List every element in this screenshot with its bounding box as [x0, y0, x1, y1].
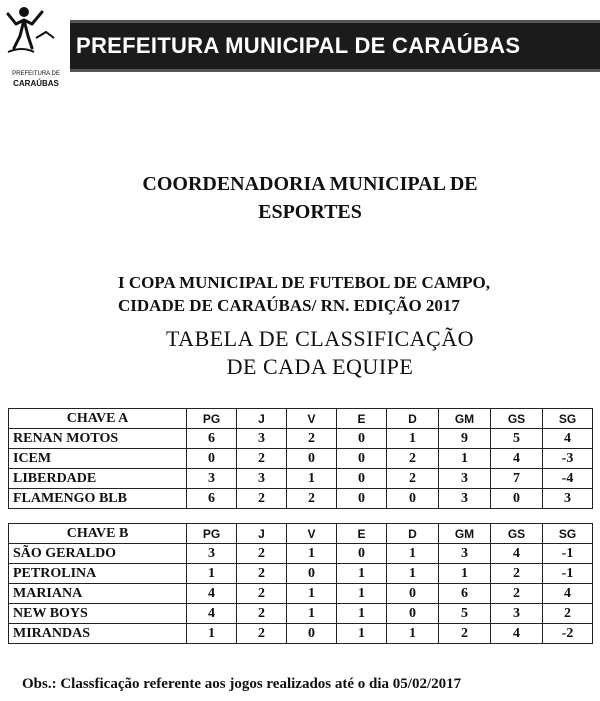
column-header: D [387, 409, 439, 429]
logo-text-top: PREFEITURA DE [12, 71, 60, 77]
stat-pg: 3 [187, 469, 237, 489]
column-header: GS [491, 524, 543, 544]
stat-pg: 4 [187, 604, 237, 624]
stat-gs: 2 [491, 584, 543, 604]
stat-e: 1 [337, 584, 387, 604]
team-name: RENAN MOTOS [9, 429, 187, 449]
table-row [9, 469, 593, 489]
stat-d: 1 [387, 624, 439, 644]
stat-pg: 6 [187, 489, 237, 509]
table-row [9, 584, 593, 604]
tabela-heading [110, 325, 530, 381]
stat-gs: 0 [491, 489, 543, 509]
stat-d: 2 [387, 449, 439, 469]
figure-icon [2, 2, 66, 68]
coordenadoria-line-1: COORDENADORIA MUNICIPAL DE [142, 173, 478, 195]
stat-sg: -3 [543, 449, 593, 469]
stat-sg: 2 [543, 604, 593, 624]
stat-d: 0 [387, 604, 439, 624]
stat-v: 2 [287, 489, 337, 509]
stat-v: 0 [287, 624, 337, 644]
stat-gs: 4 [491, 624, 543, 644]
stat-j: 3 [237, 469, 287, 489]
column-header: J [237, 409, 287, 429]
table-row [9, 489, 593, 509]
team-name: MIRANDAS [9, 624, 187, 644]
stat-gs: 4 [491, 449, 543, 469]
stat-v: 0 [287, 449, 337, 469]
prefeitura-logo [2, 2, 66, 90]
team-name: NEW BOYS [9, 604, 187, 624]
stat-gm: 5 [439, 604, 491, 624]
stat-d: 2 [387, 469, 439, 489]
stat-gm: 3 [439, 469, 491, 489]
stat-j: 2 [237, 604, 287, 624]
logo-text-main: CARAÚBAS [13, 79, 59, 88]
coordenadoria-line-2: ESPORTES [258, 201, 362, 223]
stat-d: 1 [387, 564, 439, 584]
stat-j: 2 [237, 449, 287, 469]
stat-gm: 3 [439, 544, 491, 564]
column-header: V [287, 524, 337, 544]
table-row [9, 449, 593, 469]
table-row [9, 429, 593, 449]
stat-d: 0 [387, 489, 439, 509]
stat-sg: -1 [543, 564, 593, 584]
copa-line-2: CIDADE DE CARAÚBAS/ RN. EDIÇÃO 2017 [118, 296, 460, 315]
copa-heading [118, 271, 578, 317]
stat-d: 1 [387, 429, 439, 449]
group-label: CHAVE A [9, 409, 187, 429]
table-row [9, 624, 593, 644]
stat-e: 0 [337, 429, 387, 449]
group-label: CHAVE B [9, 524, 187, 544]
stat-e: 1 [337, 624, 387, 644]
stat-v: 2 [287, 429, 337, 449]
stat-sg: -1 [543, 544, 593, 564]
classification-table [8, 408, 593, 644]
stat-j: 2 [237, 489, 287, 509]
stat-j: 2 [237, 584, 287, 604]
stat-gs: 4 [491, 544, 543, 564]
coordenadoria-heading [80, 170, 540, 226]
stat-e: 1 [337, 564, 387, 584]
stat-gs: 7 [491, 469, 543, 489]
header-row-chave-a [9, 409, 593, 429]
header-row-chave-b [9, 524, 593, 544]
stat-gm: 6 [439, 584, 491, 604]
stat-j: 3 [237, 429, 287, 449]
team-name: PETROLINA [9, 564, 187, 584]
stat-gm: 3 [439, 489, 491, 509]
stat-e: 1 [337, 604, 387, 624]
observation-note: Obs.: Classficação referente aos jogos realizados até o dia 05/02/2017 [22, 676, 462, 692]
stat-gm: 9 [439, 429, 491, 449]
stat-sg: 4 [543, 429, 593, 449]
column-header: E [337, 409, 387, 429]
team-name: ICEM [9, 449, 187, 469]
table-row [9, 604, 593, 624]
stat-v: 1 [287, 604, 337, 624]
table-row [9, 544, 593, 564]
stat-e: 0 [337, 449, 387, 469]
stat-v: 1 [287, 584, 337, 604]
stat-e: 0 [337, 469, 387, 489]
team-name: MARIANA [9, 584, 187, 604]
stat-j: 2 [237, 564, 287, 584]
stat-pg: 3 [187, 544, 237, 564]
stat-pg: 4 [187, 584, 237, 604]
stat-v: 0 [287, 564, 337, 584]
column-header: GS [491, 409, 543, 429]
group-separator [9, 509, 593, 524]
stat-gm: 1 [439, 564, 491, 584]
tabela-line-2: DE CADA EQUIPE [226, 354, 414, 379]
stat-gm: 1 [439, 449, 491, 469]
team-name: SÃO GERALDO [9, 544, 187, 564]
team-name: FLAMENGO BLB [9, 489, 187, 509]
column-header: V [287, 409, 337, 429]
column-header: D [387, 524, 439, 544]
column-header: PG [187, 524, 237, 544]
separator-cell [9, 509, 593, 524]
stat-sg: -2 [543, 624, 593, 644]
table-row [9, 564, 593, 584]
title-banner [70, 20, 600, 72]
column-header: SG [543, 409, 593, 429]
column-header: PG [187, 409, 237, 429]
stat-d: 1 [387, 544, 439, 564]
stat-e: 0 [337, 489, 387, 509]
stat-j: 2 [237, 544, 287, 564]
stat-pg: 6 [187, 429, 237, 449]
stat-e: 0 [337, 544, 387, 564]
stat-d: 0 [387, 584, 439, 604]
stat-pg: 1 [187, 564, 237, 584]
stat-gs: 3 [491, 604, 543, 624]
copa-line-1: I COPA MUNICIPAL DE FUTEBOL DE CAMPO, [118, 273, 490, 292]
stat-pg: 1 [187, 624, 237, 644]
stat-j: 2 [237, 624, 287, 644]
team-name: LIBERDADE [9, 469, 187, 489]
page-title: PREFEITURA MUNICIPAL DE CARAÚBAS [76, 33, 521, 58]
stat-v: 1 [287, 469, 337, 489]
header [0, 0, 600, 92]
column-header: J [237, 524, 287, 544]
stat-sg: -4 [543, 469, 593, 489]
stat-gs: 5 [491, 429, 543, 449]
column-header: GM [439, 409, 491, 429]
stat-v: 1 [287, 544, 337, 564]
stat-sg: 4 [543, 584, 593, 604]
stat-pg: 0 [187, 449, 237, 469]
column-header: SG [543, 524, 593, 544]
column-header: E [337, 524, 387, 544]
column-header: GM [439, 524, 491, 544]
stat-gm: 2 [439, 624, 491, 644]
tabela-line-1: TABELA DE CLASSIFICAÇÃO [166, 326, 474, 351]
stat-gs: 2 [491, 564, 543, 584]
stat-sg: 3 [543, 489, 593, 509]
